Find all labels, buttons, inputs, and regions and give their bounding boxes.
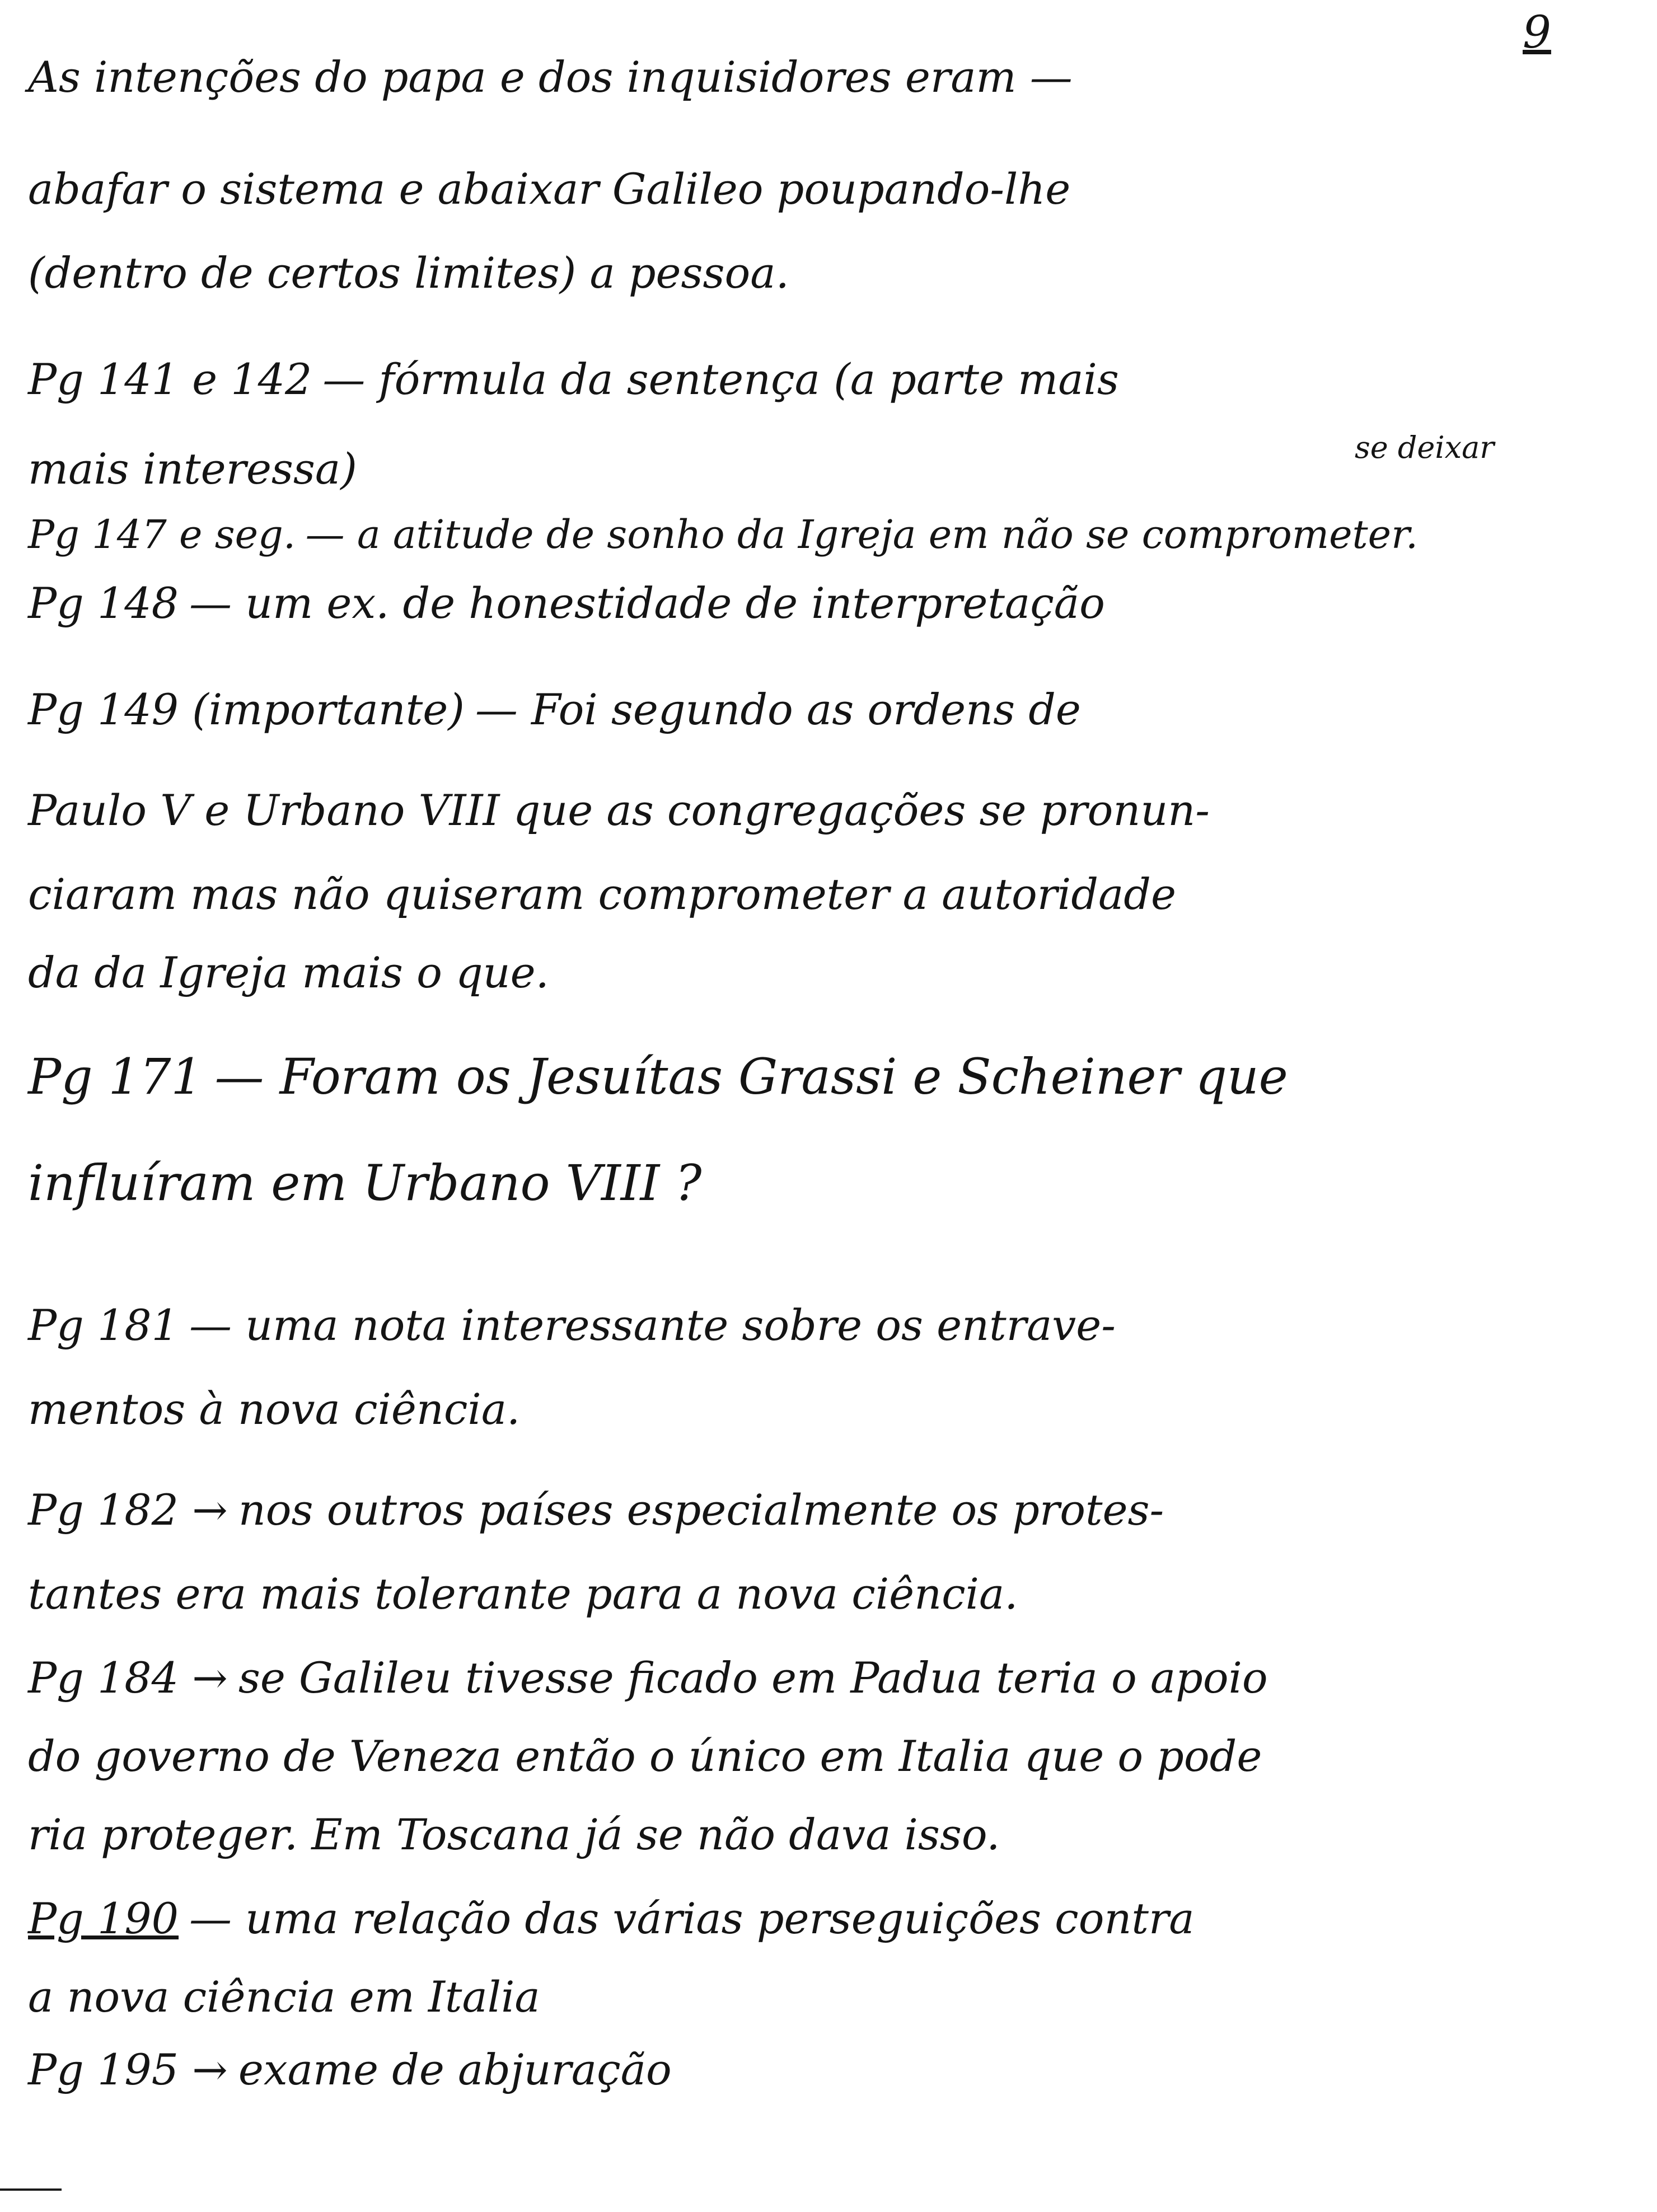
scan-edge-mark bbox=[0, 2188, 62, 2191]
page-reference: Pg 184 → bbox=[28, 1653, 228, 1703]
text-line-22: a nova ciência em Italia bbox=[28, 1972, 540, 2022]
text-line-15: mentos à nova ciência. bbox=[28, 1384, 521, 1434]
text-line-23: Pg 195 → exame de abjuração bbox=[28, 2045, 672, 2094]
page-reference: Pg 190 bbox=[28, 1894, 179, 1943]
text-line-13: influíram em Urbano VIII ? bbox=[28, 1154, 702, 1212]
page-reference: Pg 171 bbox=[28, 1048, 203, 1105]
text-line-7: Pg 148 — um ex. de honestidade de interpretação bbox=[28, 578, 1105, 628]
text-line-19: do governo de Veneza então o único em Italia que o pode bbox=[28, 1731, 1262, 1781]
text-line-4: Pg 141 e 142 — fórmula da sentença (a parte mais bbox=[28, 354, 1119, 404]
text-line-16: Pg 182 → nos outros países especialmente os protes- bbox=[28, 1485, 1164, 1535]
page-number: 9 bbox=[1523, 6, 1551, 58]
page-reference: Pg 182 → bbox=[28, 1485, 228, 1535]
page-reference: Pg 195 → bbox=[28, 2045, 228, 2094]
page-reference: Pg 141 e 142 bbox=[28, 354, 312, 404]
text-line-21: Pg 190 — uma relação das várias perseguições contra bbox=[28, 1894, 1195, 1943]
page-reference: Pg 149 (importante) bbox=[28, 685, 465, 734]
page-reference: Pg 147 e seg. bbox=[28, 512, 296, 557]
text-line-12: Pg 171 — Foram os Jesuítas Grassi e Scheiner que bbox=[28, 1048, 1288, 1105]
text-line-18: Pg 184 → se Galileu tivesse ficado em Padua teria o apoio bbox=[28, 1653, 1268, 1703]
text-line-5: mais interessa) bbox=[28, 444, 357, 494]
text-line-14: Pg 181 — uma nota interessante sobre os entrave- bbox=[28, 1300, 1116, 1350]
text-line-2: abafar o sistema e abaixar Galileo poupando-lhe bbox=[28, 164, 1071, 214]
text-line-9: Paulo V e Urbano VIII que as congregações se pronun- bbox=[28, 785, 1210, 835]
page-reference: Pg 148 bbox=[28, 578, 179, 628]
text-line-1: As intenções do papa e dos inquisidores eram — bbox=[28, 52, 1073, 102]
text-line-3: (dentro de certos limites) a pessoa. bbox=[28, 248, 789, 298]
text-line-10: ciaram mas não quiseram comprometer a autoridade bbox=[28, 869, 1176, 919]
text-line-17: tantes era mais tolerante para a nova ciência. bbox=[28, 1569, 1018, 1619]
text-line-6: Pg 147 e seg. — a atitude de sonho da Igreja em não se comprometer. bbox=[28, 512, 1419, 557]
page-reference: Pg 181 bbox=[28, 1300, 179, 1350]
text-line-8: Pg 149 (importante) — Foi segundo as ordens de bbox=[28, 685, 1081, 734]
text-line-20: ria proteger. Em Toscana já se não dava isso. bbox=[28, 1810, 1000, 1859]
interlinear-insertion: se deixar bbox=[1355, 430, 1495, 465]
text-line-11: da da Igreja mais o que. bbox=[28, 948, 549, 997]
